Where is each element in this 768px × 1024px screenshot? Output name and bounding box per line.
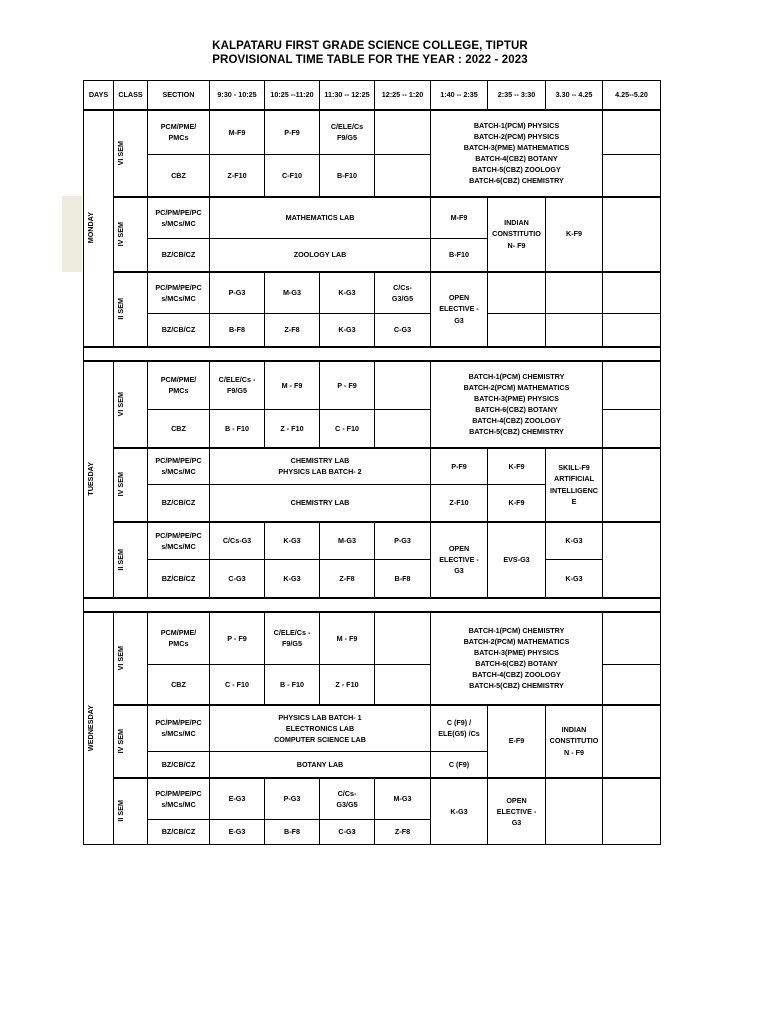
cell: K-G3	[265, 560, 320, 598]
cell	[375, 361, 431, 410]
monday-vi-row-1	[84, 110, 661, 155]
sem-cell: IV SEM	[114, 448, 148, 522]
cell: P-F9	[431, 448, 488, 485]
monday-ii-row-2	[84, 314, 661, 347]
sem-cell: VI SEM	[114, 612, 148, 705]
day-cell-tuesday: TUESDAY	[84, 361, 114, 598]
section-cell: PC/PM/PE/PC s/MCs/MC	[148, 272, 210, 314]
cell: B - F10	[210, 410, 265, 448]
cell: OPEN ELECTIVE - G3	[488, 778, 546, 845]
section-cell: PC/PM/PE/PC s/MCs/MC	[148, 778, 210, 820]
lab-cell: ZOOLOGY LAB	[210, 239, 431, 272]
cell: P-G3	[375, 522, 431, 560]
header-slot: 1:40 -- 2:35	[431, 81, 488, 110]
cell	[603, 410, 661, 448]
cell	[603, 705, 661, 778]
cell: K-G3	[320, 314, 375, 347]
cell: E-G3	[210, 820, 265, 845]
cell: C-F10	[265, 155, 320, 197]
cell	[375, 410, 431, 448]
cell: K-G3	[320, 272, 375, 314]
cell: K-G3	[546, 560, 603, 598]
college-title: KALPATARU FIRST GRADE SCIENCE COLLEGE, TIPTUR	[212, 40, 528, 52]
cell	[375, 155, 431, 197]
spacer-row	[84, 347, 661, 361]
sem-cell: VI SEM	[114, 361, 148, 448]
section-cell: BZ/CB/CZ	[148, 239, 210, 272]
cell	[603, 197, 661, 272]
timetable	[83, 80, 661, 845]
lab-cell: MATHEMATICS LAB	[210, 197, 431, 239]
batch-cell: BATCH-1(PCM) PHYSICS BATCH-2(PCM) PHYSICS BATCH-3(PME) MATHEMATICS BATCH-4(CBZ) BOTANY BATCH-5(CBZ) ZOOLOGY BATCH-6(CBZ) CHEMISTRY	[431, 110, 603, 197]
day-cell-wednesday: WEDNESDAY	[84, 612, 114, 845]
cell	[603, 314, 661, 347]
cell: Z-F8	[265, 314, 320, 347]
day-cell-monday: MONDAY	[84, 110, 114, 347]
cell: Z - F10	[320, 665, 375, 705]
cell: B-F8	[265, 820, 320, 845]
cell: M-G3	[265, 272, 320, 314]
header-slot: 4.25--5.20	[603, 81, 661, 110]
cell: E-F9	[488, 705, 546, 778]
section-cell: BZ/CB/CZ	[148, 314, 210, 347]
cell: P-F9	[265, 110, 320, 155]
lab-cell: PHYSICS LAB BATCH- 1 ELECTRONICS LAB COMPUTER SCIENCE LAB	[210, 705, 431, 752]
header-slot: 9:30 - 10:25	[210, 81, 265, 110]
monday-ii-row-1	[84, 272, 661, 314]
cell: SKILL-F9 ARTIFICIAL INTELLIGENC E	[546, 448, 603, 522]
batch-cell: BATCH-1(PCM) CHEMISTRY BATCH-2(PCM) MATHEMATICS BATCH-3(PME) PHYSICS BATCH-6(CBZ) BOTANY BATCH-4(CBZ) ZOOLOGY BATCH-5(CBZ) CHEMISTRY	[431, 612, 603, 705]
lab-cell: CHEMISTRY LAB PHYSICS LAB BATCH- 2	[210, 448, 431, 485]
header-days: DAYS	[84, 81, 114, 110]
header-slot: 2:35 -- 3:30	[488, 81, 546, 110]
cell: B-F8	[375, 560, 431, 598]
header-row	[84, 81, 661, 110]
spacer-cell	[84, 347, 661, 361]
cell: M-G3	[320, 522, 375, 560]
cell	[603, 778, 661, 845]
cell: M-G3	[375, 778, 431, 820]
cell: C-G3	[210, 560, 265, 598]
batch-cell: BATCH-1(PCM) CHEMISTRY BATCH-2(PCM) MATHEMATICS BATCH-3(PME) PHYSICS BATCH-6(CBZ) BOTANY BATCH-4(CBZ) ZOOLOGY BATCH-5(CBZ) CHEMISTRY	[431, 361, 603, 448]
cell	[603, 612, 661, 665]
cell: C (F9)	[431, 752, 488, 778]
sem-cell: IV SEM	[114, 705, 148, 778]
cell: K-F9	[488, 448, 546, 485]
cell: B - F10	[265, 665, 320, 705]
sem-cell: VI SEM	[114, 110, 148, 197]
cell: B-F8	[210, 314, 265, 347]
spacer-cell	[84, 598, 661, 612]
section-cell: PC/PM/PE/PC s/MCs/MC	[148, 448, 210, 485]
cell	[375, 665, 431, 705]
sem-cell: II SEM	[114, 778, 148, 845]
sem-cell: II SEM	[114, 522, 148, 598]
cell: C/Cs- G3/G5	[320, 778, 375, 820]
cell: C - F10	[210, 665, 265, 705]
wednesday-iv-row-1	[84, 705, 661, 752]
section-cell: CBZ	[148, 410, 210, 448]
cell: OPEN ELECTIVE - G3	[431, 522, 488, 598]
cell: C/Cs-G3	[210, 522, 265, 560]
cell: E-G3	[210, 778, 265, 820]
cell: Z-F10	[431, 485, 488, 522]
cell: C/ELE/Cs - F9/G5	[210, 361, 265, 410]
cell: C/ELE/Cs - F9/G5	[265, 612, 320, 665]
cell: Z-F8	[320, 560, 375, 598]
spacer-row	[84, 598, 661, 612]
cell: K-F9	[488, 485, 546, 522]
section-cell: PC/PM/PE/PC s/MCs/MC	[148, 197, 210, 239]
cell: Z-F10	[210, 155, 265, 197]
section-cell: PCM/PME/ PMCs	[148, 110, 210, 155]
cell	[488, 272, 546, 314]
section-cell: PCM/PME/ PMCs	[148, 361, 210, 410]
cell: Z - F10	[265, 410, 320, 448]
section-cell: PCM/PME/ PMCs	[148, 612, 210, 665]
header-class: CLASS	[114, 81, 148, 110]
cell: K-G3	[431, 778, 488, 845]
section-cell: PC/PM/PE/PC s/MCs/MC	[148, 705, 210, 752]
cell: M-F9	[210, 110, 265, 155]
cell	[546, 778, 603, 845]
cell: B-F10	[431, 239, 488, 272]
header-slot: 11:30 -- 12:25	[320, 81, 375, 110]
cell: C (F9) / ELE(G5) /Cs	[431, 705, 488, 752]
cell: P-G3	[210, 272, 265, 314]
section-cell: CBZ	[148, 665, 210, 705]
wednesday-vi-row-1	[84, 612, 661, 665]
section-cell: BZ/CB/CZ	[148, 485, 210, 522]
sem-cell: II SEM	[114, 272, 148, 347]
cell: C-G3	[320, 820, 375, 845]
cell	[546, 314, 603, 347]
lab-cell: CHEMISTRY LAB	[210, 485, 431, 522]
cell: C - F10	[320, 410, 375, 448]
cell: P-G3	[265, 778, 320, 820]
cell	[488, 314, 546, 347]
section-cell: BZ/CB/CZ	[148, 752, 210, 778]
cell	[603, 272, 661, 314]
cell: OPEN ELECTIVE - G3	[431, 272, 488, 347]
cell: K-G3	[546, 522, 603, 560]
cell	[375, 110, 431, 155]
cell: Z-F8	[375, 820, 431, 845]
section-cell: BZ/CB/CZ	[148, 820, 210, 845]
tuesday-ii-row-1	[84, 522, 661, 560]
cell: EVS-G3	[488, 522, 546, 598]
tuesday-ii-row-2	[84, 560, 661, 598]
cell	[603, 155, 661, 197]
tuesday-vi-row-1	[84, 361, 661, 410]
cell: C/ELE/Cs F9/G5	[320, 110, 375, 155]
cell	[603, 110, 661, 155]
monday-iv-row-1	[84, 197, 661, 239]
section-cell: CBZ	[148, 155, 210, 197]
cell	[603, 361, 661, 410]
cell: C/Cs- G3/G5	[375, 272, 431, 314]
cell: K-F9	[546, 197, 603, 272]
lab-cell: BOTANY LAB	[210, 752, 431, 778]
cell: INDIAN CONSTITUTIO N - F9	[546, 705, 603, 778]
cell: B-F10	[320, 155, 375, 197]
section-cell: PC/PM/PE/PC s/MCs/MC	[148, 522, 210, 560]
cell: C-G3	[375, 314, 431, 347]
cell	[603, 665, 661, 705]
cell: K-G3	[265, 522, 320, 560]
cell	[375, 612, 431, 665]
sem-cell: IV SEM	[114, 197, 148, 272]
cell: M - F9	[320, 612, 375, 665]
header-section: SECTION	[148, 81, 210, 110]
cell: M - F9	[265, 361, 320, 410]
cell: M-F9	[431, 197, 488, 239]
cell	[546, 272, 603, 314]
cell: P - F9	[320, 361, 375, 410]
side-tab-marker	[62, 196, 82, 272]
header-slot: 10:25 --11:20	[265, 81, 320, 110]
cell: INDIAN CONSTITUTIO N- F9	[488, 197, 546, 272]
header-slot: 12:25 -- 1:20	[375, 81, 431, 110]
header-slot: 3.30 -- 4.25	[546, 81, 603, 110]
tuesday-iv-row-1	[84, 448, 661, 485]
section-cell: BZ/CB/CZ	[148, 560, 210, 598]
cell	[603, 522, 661, 598]
timetable-title: PROVISIONAL TIME TABLE FOR THE YEAR : 2022 - 2023	[212, 54, 528, 66]
wednesday-ii-row-1	[84, 778, 661, 820]
cell	[603, 448, 661, 522]
cell: P - F9	[210, 612, 265, 665]
